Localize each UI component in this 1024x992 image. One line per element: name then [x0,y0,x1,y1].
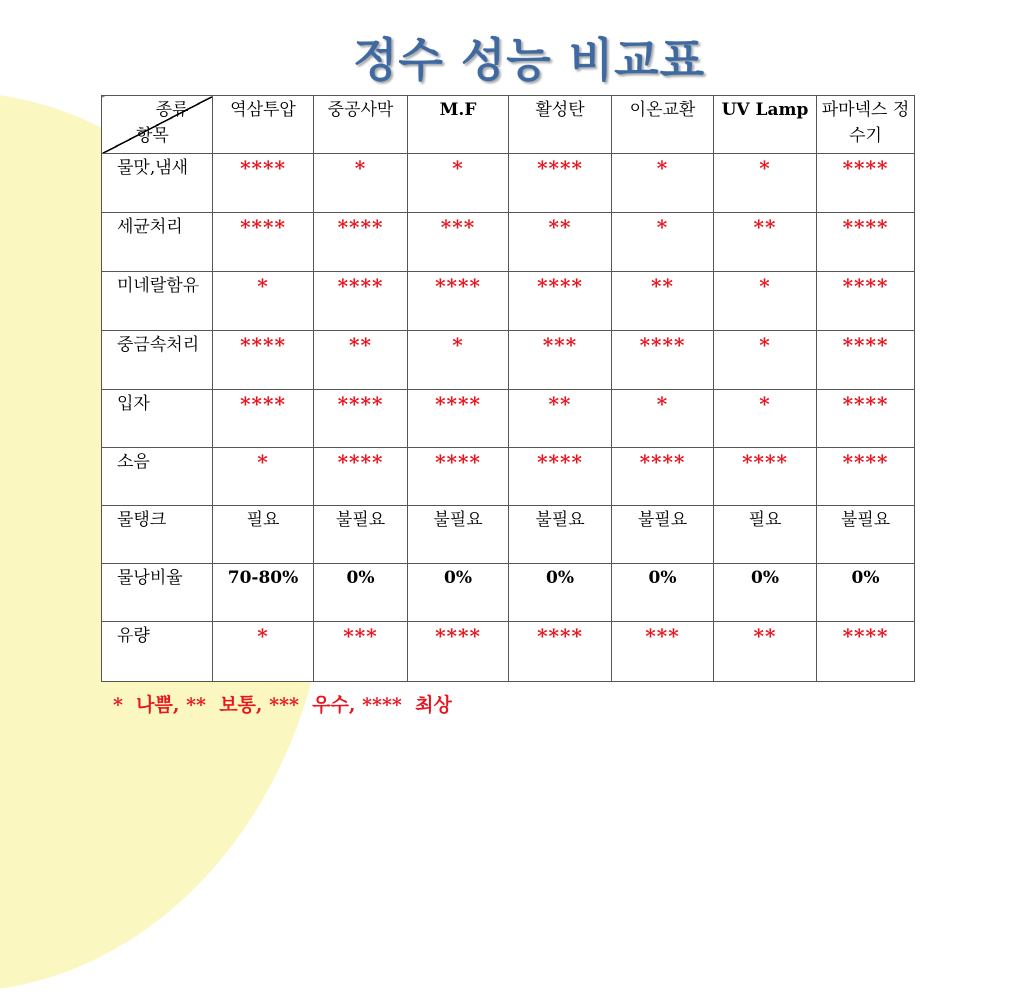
rating-stars: ** [753,215,777,239]
table-cell [213,154,314,213]
table-cell [314,448,408,506]
rating-legend: * 나쁨, ** 보통, *** 우수, **** 최상 [113,694,452,716]
cell-value: 불필요 [433,510,483,530]
rating-stars: **** [337,274,384,298]
rating-stars: * [759,333,771,357]
table-row [102,622,915,682]
rating-stars: **** [842,156,889,180]
table-cell [714,506,817,564]
rating-stars: **** [337,450,384,474]
table-cell [213,272,314,331]
table-cell [408,154,509,213]
table-cell [817,448,915,506]
table-cell [612,390,714,448]
corner-header-cell [102,96,213,154]
rating-stars: **** [435,450,481,474]
table-cell [509,331,612,390]
rating-stars: * [257,274,269,298]
cell-value: 0% [648,568,677,588]
table-cell [213,448,314,506]
rating-stars: ** [548,392,572,416]
table-cell [213,622,314,682]
row-label: 유량 [102,622,213,682]
table-cell [817,331,915,390]
table-cell [817,213,915,272]
cell-value: 0% [346,568,375,588]
rating-stars: ** [349,333,372,357]
cell-value: 0% [751,568,779,588]
column-header: M.F [408,96,509,154]
table-cell [817,506,915,564]
rating-stars: **** [639,450,686,474]
table-row [102,331,915,390]
table-cell [213,213,314,272]
rating-stars: * [759,156,771,180]
rating-stars: **** [537,274,583,298]
cell-value: 필요 [246,510,280,530]
rating-stars: **** [435,392,481,416]
table-cell [714,390,817,448]
rating-stars: * [656,156,669,180]
rating-stars: * [656,215,669,239]
rating-stars: **** [537,156,583,180]
table-cell [408,564,509,622]
column-header: 파마넥스 정수기 [817,96,915,154]
rating-stars: * [257,450,269,474]
table-cell [213,564,314,622]
table-cell [612,448,714,506]
table-cell [408,272,509,331]
cell-value: 필요 [748,510,782,530]
table-cell [612,331,714,390]
rating-stars: ** [753,624,777,648]
rating-stars: * [452,333,464,357]
table-cell [509,213,612,272]
cell-value: 불필요 [637,510,688,530]
table-cell [314,331,408,390]
table-row [102,154,915,213]
rating-stars: **** [537,450,583,474]
row-label: 물낭비율 [102,564,213,622]
table-cell [714,154,817,213]
table-row [102,506,915,564]
rating-stars: **** [842,392,889,416]
table-cell [714,622,817,682]
table-cell [509,448,612,506]
rating-stars: **** [337,215,384,239]
table-cell [213,331,314,390]
column-header: 중공사막 [314,96,408,154]
cell-value: 불필요 [840,510,891,530]
table-cell [817,622,915,682]
rating-stars: * [759,274,771,298]
column-header: UV Lamp [714,96,817,154]
row-label: 물탱크 [102,506,213,564]
table-cell [817,272,915,331]
rating-stars: **** [240,215,286,239]
table-cell [314,622,408,682]
table-cell [612,506,714,564]
table-cell [612,564,714,622]
row-label: 세균처리 [102,213,213,272]
rating-stars: **** [842,215,889,239]
table-cell [408,213,509,272]
table-cell [817,390,915,448]
table-cell [509,272,612,331]
column-header: 역삼투압 [213,96,314,154]
table-row [102,390,915,448]
table-cell [314,272,408,331]
rating-stars: **** [240,333,286,357]
table-cell [314,213,408,272]
rating-stars: **** [742,450,788,474]
rating-stars: *** [343,624,378,648]
table-cell [509,390,612,448]
rating-stars: **** [639,333,686,357]
rating-stars: ** [651,274,674,298]
cell-value: 0% [851,568,880,588]
row-label: 중금속처리 [102,331,213,390]
rating-stars: **** [842,274,889,298]
table-cell [408,448,509,506]
rating-stars: **** [537,624,583,648]
rating-stars: **** [240,392,286,416]
rating-stars: **** [435,624,481,648]
rating-stars: **** [842,450,889,474]
rating-stars: * [257,624,269,648]
table-cell [714,213,817,272]
table-cell [213,390,314,448]
rating-stars: * [452,156,464,180]
table-row [102,213,915,272]
corner-label-type: 종류 [155,100,189,120]
rating-stars: **** [435,274,481,298]
table-cell [817,154,915,213]
rating-stars: *** [440,215,476,239]
row-label: 미네랄함유 [102,272,213,331]
table-cell [714,331,817,390]
table-cell [817,564,915,622]
table-cell [408,331,509,390]
cell-value: 불필요 [535,510,585,530]
corner-label-item: 항목 [136,126,169,146]
table-cell [612,213,714,272]
cell-value: 70-80% [227,568,299,588]
rating-stars: **** [842,333,889,357]
table-cell [509,506,612,564]
table-cell [314,154,408,213]
rating-stars: *** [645,624,680,648]
cell-value: 0% [444,568,472,588]
table-cell [213,506,314,564]
row-label: 물맛,냄새 [102,154,213,213]
table-cell [509,564,612,622]
column-header: 이온교환 [612,96,714,154]
page-title: 정수 성능 비교표 [352,33,706,87]
table-row [102,564,915,622]
table-cell [314,506,408,564]
table-cell [509,622,612,682]
rating-stars: **** [240,156,286,180]
table-row [102,448,915,506]
table-cell [714,448,817,506]
header-row [102,96,915,154]
rating-stars: *** [542,333,578,357]
rating-stars: * [759,392,771,416]
table-cell [314,390,408,448]
row-label: 입자 [102,390,213,448]
cell-value: 불필요 [335,510,386,530]
rating-stars: * [656,392,669,416]
table-cell [612,154,714,213]
table-cell [612,622,714,682]
row-label: 소음 [102,448,213,506]
table-cell [509,154,612,213]
table-cell [314,564,408,622]
table-row [102,272,915,331]
table-cell [714,564,817,622]
cell-value: 0% [546,568,574,588]
rating-stars: **** [842,624,889,648]
comparison-table [101,95,915,682]
table-cell [408,506,509,564]
table-cell [612,272,714,331]
table-cell [408,390,509,448]
table-cell [714,272,817,331]
table-cell [408,622,509,682]
rating-stars: * [354,156,367,180]
column-header: 활성탄 [509,96,612,154]
rating-stars: ** [548,215,572,239]
rating-stars: **** [337,392,384,416]
